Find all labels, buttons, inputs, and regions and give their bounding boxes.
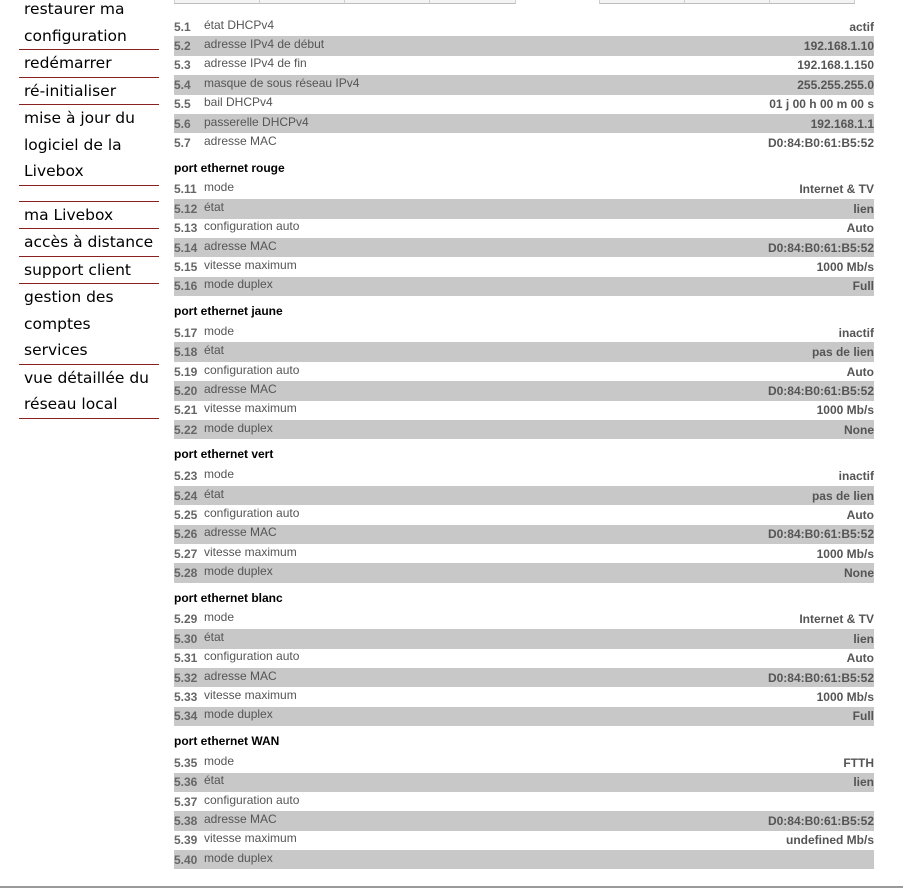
sidebar-item-restore-config[interactable]: restaurer ma configuration bbox=[19, 0, 159, 50]
sidebar-item-firmware-update[interactable]: mise à jour du logiciel de la Livebox bbox=[19, 105, 159, 186]
row-number: 5.36 bbox=[174, 775, 198, 790]
row-value: D0:84:B0:61:B5:52 bbox=[767, 527, 874, 542]
row-number: 5.37 bbox=[174, 794, 198, 809]
row-label: mode bbox=[204, 323, 235, 338]
table-row bbox=[174, 238, 874, 257]
sidebar-item-service-accounts[interactable]: gestion des comptes services bbox=[19, 284, 159, 365]
row-value: 255.255.255.0 bbox=[797, 77, 874, 92]
table-row bbox=[174, 362, 874, 381]
row-number: 5.4 bbox=[174, 77, 191, 92]
sidebar-item-network-details[interactable]: vue détaillée du réseau local bbox=[19, 365, 159, 419]
row-number: 5.34 bbox=[174, 709, 198, 724]
row-number: 5.30 bbox=[174, 631, 198, 646]
row-value: inactif bbox=[838, 469, 874, 484]
row-number: 5.32 bbox=[174, 670, 198, 685]
sidebar-item-reboot[interactable]: redémarrer bbox=[19, 50, 159, 78]
sidebar-item-reset[interactable]: ré-initialiser bbox=[19, 78, 159, 106]
row-value: Full bbox=[852, 279, 874, 294]
row-label: état bbox=[204, 629, 225, 644]
row-number: 5.23 bbox=[174, 469, 198, 484]
row-label: état bbox=[204, 773, 225, 788]
row-number: 5.14 bbox=[174, 240, 198, 255]
row-label: adresse IPv4 de début bbox=[204, 37, 325, 52]
row-number: 5.12 bbox=[174, 201, 198, 216]
table-row bbox=[174, 563, 874, 582]
row-value: FTTH bbox=[843, 755, 874, 770]
row-number: 5.18 bbox=[174, 345, 198, 360]
top-tab[interactable] bbox=[684, 0, 770, 4]
row-value: 1000 Mb/s bbox=[816, 259, 874, 274]
row-label: adresse MAC bbox=[204, 811, 277, 826]
row-label: vitesse maximum bbox=[204, 688, 297, 703]
table-row bbox=[174, 466, 874, 485]
row-number: 5.13 bbox=[174, 221, 198, 236]
row-number: 5.7 bbox=[174, 136, 191, 151]
row-number: 5.28 bbox=[174, 566, 198, 581]
row-label: état bbox=[204, 486, 225, 501]
row-label: mode duplex bbox=[204, 564, 273, 579]
top-tab[interactable] bbox=[599, 0, 685, 4]
section-title: port ethernet jaune bbox=[174, 304, 283, 319]
row-value: Auto bbox=[846, 651, 874, 666]
section-title: port ethernet rouge bbox=[174, 160, 285, 175]
row-number: 5.21 bbox=[174, 403, 198, 418]
sidebar-item-remote-access[interactable]: accès à distance bbox=[19, 229, 159, 257]
row-number: 5.2 bbox=[174, 39, 191, 54]
row-value: pas de lien bbox=[811, 488, 874, 503]
table-row bbox=[174, 753, 874, 772]
row-label: configuration auto bbox=[204, 219, 300, 234]
row-value: lien bbox=[853, 631, 874, 646]
row-value: D0:84:B0:61:B5:52 bbox=[767, 383, 874, 398]
row-value: undefined Mb/s bbox=[786, 833, 874, 848]
row-label: masque de sous réseau IPv4 bbox=[204, 75, 360, 90]
table-row bbox=[174, 505, 874, 524]
table-row bbox=[174, 792, 874, 811]
table-row bbox=[174, 56, 874, 75]
table-row bbox=[174, 649, 874, 668]
row-label: vitesse maximum bbox=[204, 401, 297, 416]
row-number: 5.40 bbox=[174, 852, 198, 867]
table-row bbox=[174, 850, 874, 869]
row-label: adresse MAC bbox=[204, 238, 277, 253]
table-row bbox=[174, 257, 874, 276]
row-number: 5.3 bbox=[174, 58, 191, 73]
top-tab[interactable] bbox=[769, 0, 855, 4]
row-number: 5.24 bbox=[174, 488, 198, 503]
row-number: 5.33 bbox=[174, 690, 198, 705]
dhcp-section bbox=[174, 17, 874, 153]
row-value: 1000 Mb/s bbox=[816, 403, 874, 418]
row-label: vitesse maximum bbox=[204, 257, 297, 272]
row-value: D0:84:B0:61:B5:52 bbox=[767, 240, 874, 255]
table-row bbox=[174, 381, 874, 400]
row-value: lien bbox=[853, 775, 874, 790]
row-label: bail DHCPv4 bbox=[204, 95, 273, 110]
row-label: adresse MAC bbox=[204, 134, 277, 149]
row-label: mode bbox=[204, 753, 235, 768]
table-row bbox=[174, 610, 874, 629]
row-number: 5.16 bbox=[174, 279, 198, 294]
row-number: 5.20 bbox=[174, 383, 198, 398]
section-title: port ethernet blanc bbox=[174, 590, 283, 605]
section-title: port ethernet WAN bbox=[174, 734, 280, 749]
row-value: Internet & TV bbox=[799, 182, 874, 197]
table-row bbox=[174, 180, 874, 199]
table-row bbox=[174, 687, 874, 706]
row-value: 192.168.1.1 bbox=[810, 116, 874, 131]
row-label: adresse MAC bbox=[204, 668, 277, 683]
sidebar-divider bbox=[19, 186, 159, 202]
row-label: passerelle DHCPv4 bbox=[204, 114, 309, 129]
row-number: 5.26 bbox=[174, 527, 198, 542]
row-value: None bbox=[844, 566, 874, 581]
row-label: mode duplex bbox=[204, 707, 273, 722]
row-number: 5.29 bbox=[174, 612, 198, 627]
row-label: état bbox=[204, 343, 225, 358]
table-row bbox=[174, 707, 874, 726]
row-number: 5.35 bbox=[174, 755, 198, 770]
section-title: port ethernet vert bbox=[174, 447, 274, 462]
table-row bbox=[174, 75, 874, 94]
row-number: 5.1 bbox=[174, 19, 191, 34]
row-number: 5.39 bbox=[174, 833, 198, 848]
top-tab[interactable] bbox=[344, 0, 430, 4]
table-row bbox=[174, 525, 874, 544]
row-value: 1000 Mb/s bbox=[816, 546, 874, 561]
table-row bbox=[174, 811, 874, 830]
row-value: lien bbox=[853, 201, 874, 216]
table-row bbox=[174, 323, 874, 342]
row-label: mode duplex bbox=[204, 420, 273, 435]
table-row bbox=[174, 342, 874, 361]
row-value: pas de lien bbox=[811, 345, 874, 360]
table-row bbox=[174, 544, 874, 563]
row-label: mode duplex bbox=[204, 277, 273, 292]
row-label: vitesse maximum bbox=[204, 831, 297, 846]
row-value: None bbox=[844, 422, 874, 437]
row-label: état DHCPv4 bbox=[204, 17, 275, 32]
row-label: état bbox=[204, 199, 225, 214]
row-number: 5.22 bbox=[174, 422, 198, 437]
row-number: 5.19 bbox=[174, 364, 198, 379]
row-label: configuration auto bbox=[204, 649, 300, 664]
row-number: 5.6 bbox=[174, 116, 191, 131]
row-label: adresse MAC bbox=[204, 381, 277, 396]
row-number: 5.31 bbox=[174, 651, 198, 666]
table-row bbox=[174, 486, 874, 505]
row-number: 5.5 bbox=[174, 97, 191, 112]
top-tab[interactable] bbox=[174, 0, 260, 4]
row-number: 5.27 bbox=[174, 546, 198, 561]
row-value: Auto bbox=[846, 507, 874, 522]
row-value: inactif bbox=[838, 325, 874, 340]
row-value: Auto bbox=[846, 364, 874, 379]
row-value: D0:84:B0:61:B5:52 bbox=[767, 813, 874, 828]
footer-divider bbox=[0, 886, 903, 895]
row-label: mode bbox=[204, 610, 235, 625]
table-row bbox=[174, 95, 874, 114]
table-row bbox=[174, 668, 874, 687]
sidebar-nav bbox=[19, 0, 159, 419]
row-value: Internet & TV bbox=[799, 612, 874, 627]
table-row bbox=[174, 133, 874, 152]
row-value: actif bbox=[849, 19, 874, 34]
table-row bbox=[174, 17, 874, 36]
top-tab[interactable] bbox=[259, 0, 345, 4]
sidebar-item-support[interactable]: support client bbox=[19, 257, 159, 285]
row-label: adresse MAC bbox=[204, 525, 277, 540]
row-label: mode bbox=[204, 467, 235, 482]
top-tab[interactable] bbox=[429, 0, 516, 4]
row-value: D0:84:B0:61:B5:52 bbox=[767, 136, 874, 151]
row-value: Full bbox=[852, 709, 874, 724]
row-label: configuration auto bbox=[204, 505, 300, 520]
row-number: 5.17 bbox=[174, 325, 198, 340]
row-number: 5.25 bbox=[174, 507, 198, 522]
network-info-panel bbox=[174, 17, 874, 869]
table-row bbox=[174, 36, 874, 55]
row-value: D0:84:B0:61:B5:52 bbox=[767, 670, 874, 685]
row-label: adresse IPv4 de fin bbox=[204, 56, 307, 71]
table-row bbox=[174, 401, 874, 420]
ethernet-ports-section bbox=[174, 153, 874, 870]
row-number: 5.11 bbox=[174, 182, 197, 197]
table-row bbox=[174, 277, 874, 296]
row-value: 1000 Mb/s bbox=[816, 690, 874, 705]
row-label: vitesse maximum bbox=[204, 544, 297, 559]
row-value: 192.168.1.150 bbox=[797, 58, 874, 73]
table-row bbox=[174, 199, 874, 218]
table-row bbox=[174, 420, 874, 439]
sidebar-item-my-livebox[interactable]: ma Livebox bbox=[19, 202, 159, 230]
row-label: configuration auto bbox=[204, 792, 300, 807]
row-value: Auto bbox=[846, 221, 874, 236]
row-label: mode bbox=[204, 180, 235, 195]
table-row bbox=[174, 114, 874, 133]
row-number: 5.38 bbox=[174, 813, 198, 828]
row-value: 01 j 00 h 00 m 00 s bbox=[769, 97, 874, 112]
table-row bbox=[174, 831, 874, 850]
row-number: 5.15 bbox=[174, 259, 198, 274]
row-label: configuration auto bbox=[204, 362, 300, 377]
table-row bbox=[174, 773, 874, 792]
table-row bbox=[174, 629, 874, 648]
row-label: mode duplex bbox=[204, 850, 273, 865]
table-row bbox=[174, 219, 874, 238]
row-value: 192.168.1.10 bbox=[803, 39, 874, 54]
